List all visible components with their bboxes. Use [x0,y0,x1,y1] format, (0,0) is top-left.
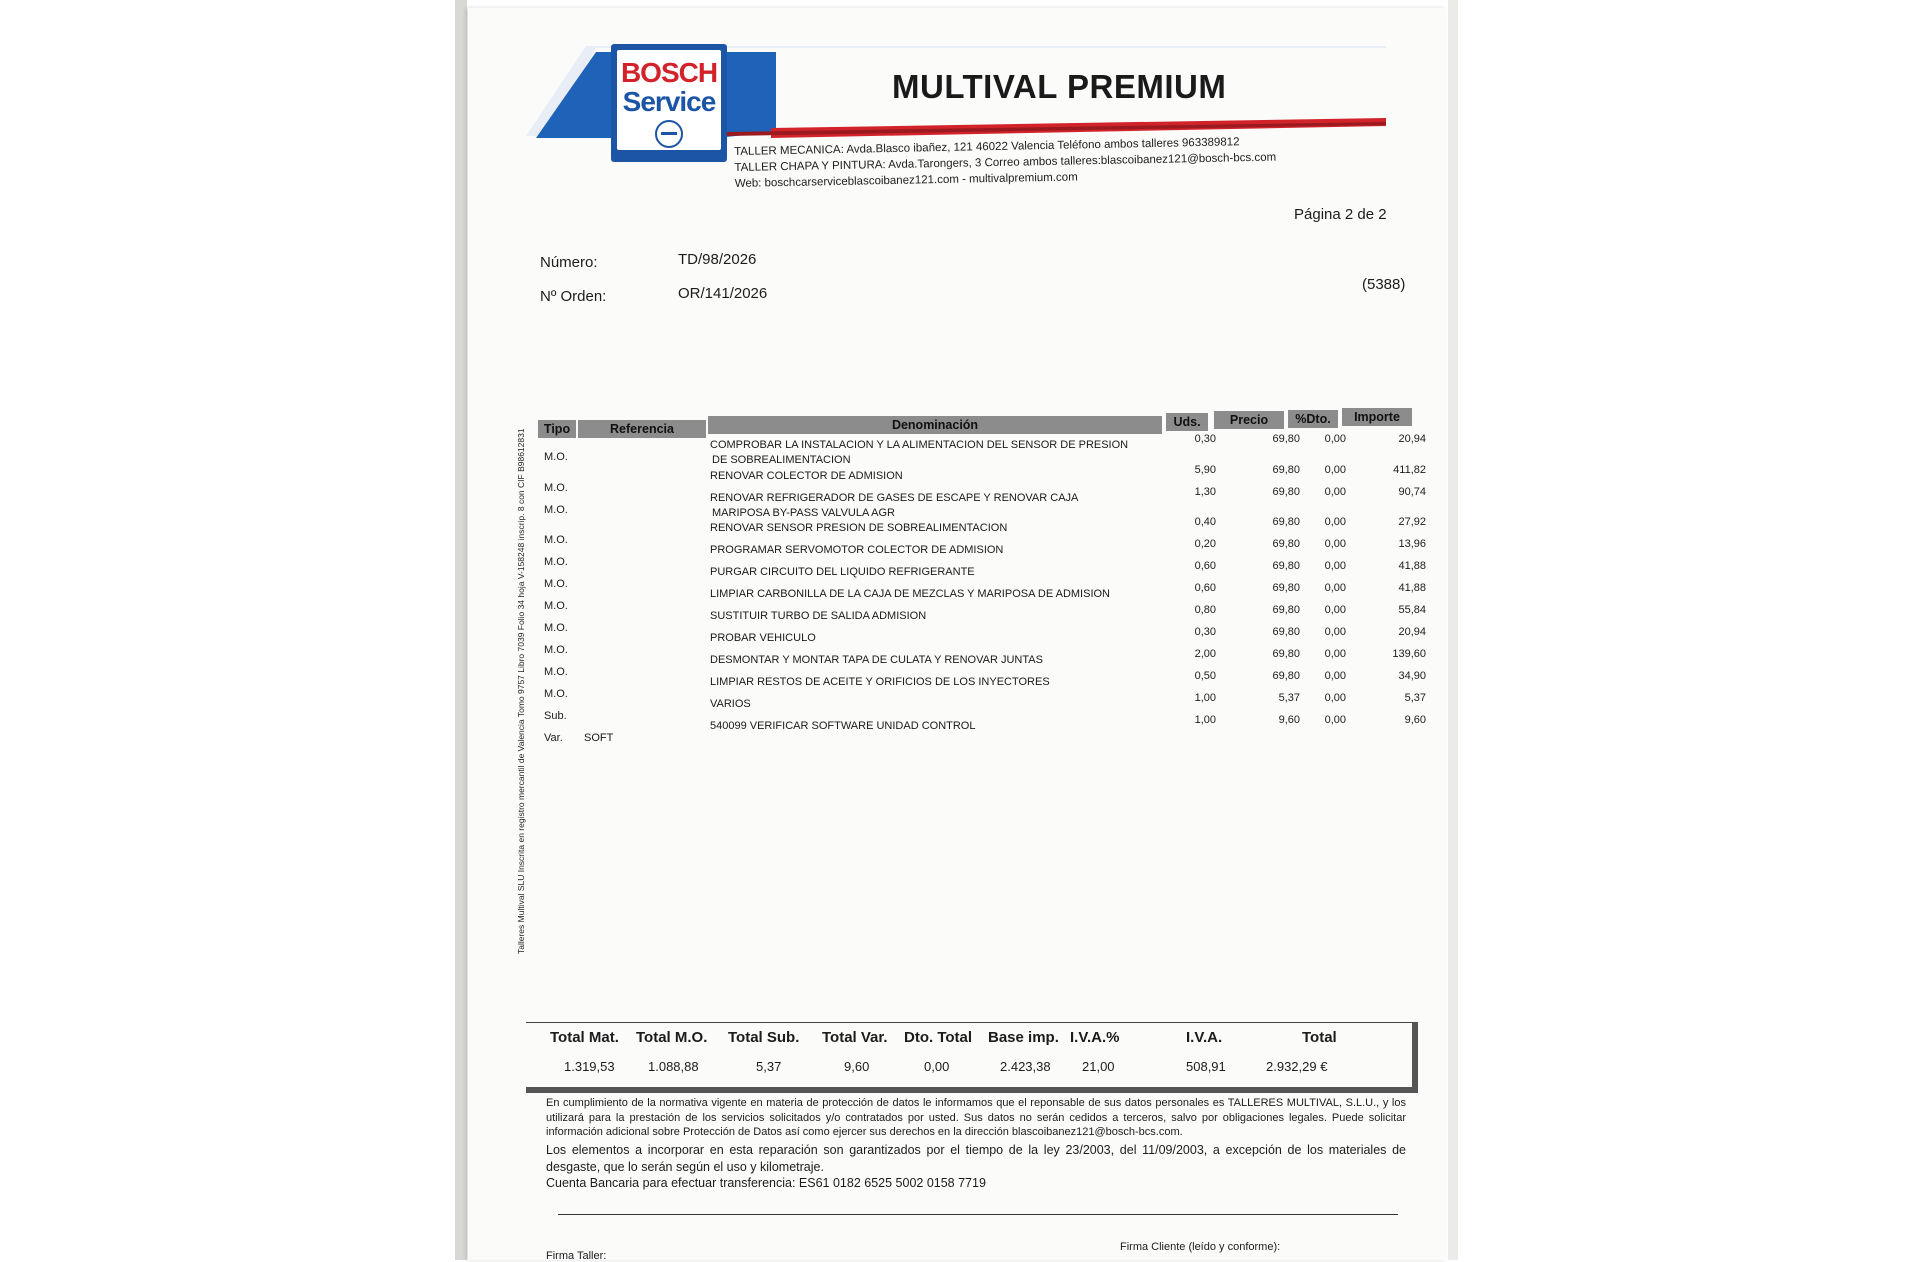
row-importe: 34,90 [1398,670,1426,682]
row-importe: 20,94 [1398,433,1426,445]
col-header-denominacion: Denominación [708,416,1162,434]
total-var-value: 9,60 [844,1059,870,1074]
row-denominacion: SUSTITUIR TURBO DE SALIDA ADMISION [710,610,927,622]
firma-cliente-label: Firma Cliente (leído y conforme): [1120,1241,1281,1253]
row-importe: 41,88 [1398,582,1426,594]
row-tipo: M.O. [544,451,568,463]
row-dto: 0,00 [1324,626,1346,638]
logo-service-text: Service [622,86,716,117]
col-header-tipo: Tipo [538,420,576,438]
row-importe: 5,37 [1404,692,1426,704]
row-tipo: M.O. [544,578,568,590]
row-importe: 20,94 [1398,626,1426,638]
data-protection-notice: En cumplimiento de la normativa vigente en materia de protección de datos le informamos que el reponsable de sus datos personales es TALLERES MULTIVAL, S.L.U., y los utilizará para la prestación de los servicios solicitados y/o contratados por usted. Sus datos no serán cedidos a terceros, salvo por obligaciones legales. Puede solicitar información adicional sobre Protección de Datos así como ejercer sus derechos en la dirección blascoibanez121@bosch-bcs.com. [546,1097,1406,1138]
row-dto: 0,00 [1324,560,1346,572]
row-referencia: SOFT [584,732,614,744]
paper-edge-shadow [455,0,467,1260]
row-tipo: M.O. [544,504,568,516]
row-denominacion: RENOVAR SENSOR PRESION DE SOBREALIMENTACION [710,522,1008,534]
dto-total-value: 0,00 [924,1059,950,1074]
row-tipo: M.O. [544,688,568,700]
row-dto: 0,00 [1324,714,1346,726]
row-denominacion-cont: MARIPOSA BY-PASS VALVULA AGR [712,507,896,519]
row-denominacion: LIMPIAR RESTOS DE ACEITE Y ORIFICIOS DE LOS INYECTORES [710,676,1050,688]
row-precio: 5,37 [1278,692,1300,704]
row-uds: 1,30 [1194,486,1216,498]
row-precio: 69,80 [1272,538,1300,550]
row-denominacion: COMPROBAR LA INSTALACION Y LA ALIMENTACION DEL SENSOR DE PRESION [710,439,1129,451]
row-dto: 0,00 [1324,464,1346,476]
row-precio: 69,80 [1272,604,1300,616]
total-label: Total [1302,1029,1337,1046]
row-dto: 0,00 [1324,538,1346,550]
row-tipo: M.O. [544,556,568,568]
row-denominacion: PROGRAMAR SERVOMOTOR COLECTOR DE ADMISION [710,544,1004,556]
row-uds: 0,80 [1194,604,1216,616]
row-precio: 9,60 [1278,714,1300,726]
orden-value: OR/141/2026 [678,285,768,302]
row-importe: 411,82 [1393,464,1426,476]
row-precio: 69,80 [1272,433,1300,445]
row-tipo: M.O. [544,482,568,494]
col-header-precio: Precio [1214,411,1284,429]
iva-label: I.V.A. [1186,1029,1223,1046]
row-precio: 69,80 [1272,486,1300,498]
row-tipo: M.O. [544,600,568,612]
row-importe: 90,74 [1398,486,1426,498]
total-mo-label: Total M.O. [636,1029,708,1046]
numero-value: TD/98/2026 [678,251,757,268]
row-precio: 69,80 [1272,582,1300,594]
row-uds: 2,00 [1194,648,1216,660]
row-uds: 0,20 [1194,538,1216,550]
total-mat-label: Total Mat. [550,1029,619,1046]
row-importe: 41,88 [1398,560,1426,572]
back-sheet-edge [1448,0,1458,1260]
bank-account: Cuenta Bancaria para efectuar transferencia: ES61 0182 6525 5002 0158 7719 [546,1176,986,1190]
contact-line-chapa: TALLER CHAPA Y PINTURA: Avda.Tarongers, 3 Correo ambos talleres:blascoibanez121@bosch-bcs.com [734,151,1277,174]
row-tipo: M.O. [544,666,568,678]
row-uds: 1,00 [1194,692,1216,704]
guarantee-notice: Los elementos a incorporar en esta reparación son garantizados por el tiempo de la ley 23/2003, del 11/09/2003, a excepción de los materiales de desgaste, que lo serán según el uso y kilometraje. [546,1143,1406,1174]
reference-code: (5388) [1362,276,1406,293]
row-importe: 9,60 [1404,714,1426,726]
row-tipo: Sub. [544,710,567,722]
row-precio: 69,80 [1272,516,1300,528]
row-denominacion: VARIOS [710,698,751,710]
contact-line-mecanica: TALLER MECANICA: Avda.Blasco ibañez, 121 46022 Valencia Teléfono ambos talleres 963389812 [734,136,1240,158]
row-importe: 139,60 [1392,648,1426,660]
contact-line-web: Web: boschcarserviceblascoibanez121.com - multivalpremium.com [734,171,1078,190]
row-denominacion: PROBAR VEHICULO [710,632,816,644]
bosch-service-logo [611,44,727,162]
registry-note: Talleres Multival SLU Inscrita en registro mercantil de Valencia Tomo 9757 Libro 7039 Folio 34 hoja V-158248 inscrip. 8 con CIF B98612831 [516,428,526,954]
row-tipo: M.O. [544,534,568,546]
row-uds: 0,60 [1194,582,1216,594]
row-importe: 27,92 [1398,516,1426,528]
col-header-uds: Uds. [1166,413,1208,431]
total-mo-value: 1.088,88 [648,1059,699,1074]
firma-taller-label: Firma Taller: [546,1250,607,1262]
row-precio: 69,80 [1272,560,1300,572]
row-dto: 0,00 [1324,670,1346,682]
total-value: 2.932,29 € [1266,1059,1328,1074]
row-denominacion: 540099 VERIFICAR SOFTWARE UNIDAD CONTROL [710,720,976,732]
row-dto: 0,00 [1324,604,1346,616]
row-denominacion-cont: DE SOBREALIMENTACION [712,454,851,466]
row-uds: 0,30 [1194,433,1216,445]
row-tipo: M.O. [544,644,568,656]
total-sub-value: 5,37 [756,1059,782,1074]
bosch-armature-icon [655,120,683,148]
row-dto: 0,00 [1324,582,1346,594]
logo-bosch-text: BOSCH [620,57,718,88]
orden-label: Nº Orden: [540,288,607,305]
row-denominacion: LIMPIAR CARBONILLA DE LA CAJA DE MEZCLAS Y MARIPOSA DE ADMISION [710,588,1110,600]
row-uds: 0,40 [1194,516,1216,528]
row-tipo: M.O. [544,622,568,634]
col-header-importe: Importe [1342,408,1412,426]
total-mat-value: 1.319,53 [564,1059,615,1074]
row-denominacion: PURGAR CIRCUITO DEL LIQUIDO REFRIGERANTE [710,566,975,578]
base-imp-value: 2.423,38 [1000,1059,1051,1074]
iva-pct-value: 21,00 [1082,1059,1115,1074]
row-uds: 0,60 [1194,560,1216,572]
base-imp-label: Base imp. [988,1029,1059,1046]
row-denominacion: RENOVAR COLECTOR DE ADMISION [710,470,903,482]
row-tipo: Var. [544,732,563,744]
row-dto: 0,00 [1324,516,1346,528]
row-denominacion: RENOVAR REFRIGERADOR DE GASES DE ESCAPE Y RENOVAR CAJA [710,492,1079,504]
row-precio: 69,80 [1272,670,1300,682]
row-precio: 69,80 [1272,648,1300,660]
row-dto: 0,00 [1324,692,1346,704]
row-precio: 69,80 [1272,464,1300,476]
contact-block [734,134,1277,192]
row-dto: 0,00 [1324,433,1346,445]
row-precio: 69,80 [1272,626,1300,638]
iva-value: 508,91 [1186,1059,1226,1074]
row-uds: 5,90 [1194,464,1216,476]
row-uds: 0,30 [1194,626,1216,638]
row-importe: 13,96 [1398,538,1426,550]
dto-total-label: Dto. Total [904,1029,973,1046]
invoice-page [468,8,1446,1260]
total-var-label: Total Var. [822,1029,888,1046]
iva-pct-label: I.V.A.% [1070,1029,1120,1046]
row-importe: 55,84 [1398,604,1426,616]
col-header-referencia: Referencia [578,420,706,438]
row-denominacion: DESMONTAR Y MONTAR TAPA DE CULATA Y RENOVAR JUNTAS [710,654,1043,666]
col-header-dto: %Dto. [1288,410,1338,428]
page-number: Página 2 de 2 [1294,206,1387,223]
row-dto: 0,00 [1324,486,1346,498]
row-dto: 0,00 [1324,648,1346,660]
company-title: MULTIVAL PREMIUM [892,68,1227,105]
numero-label: Número: [540,254,598,271]
signature-rule [558,1214,1398,1215]
totals-box [526,1022,1418,1093]
total-sub-label: Total Sub. [728,1029,800,1046]
row-uds: 0,50 [1194,670,1216,682]
row-uds: 1,00 [1194,714,1216,726]
